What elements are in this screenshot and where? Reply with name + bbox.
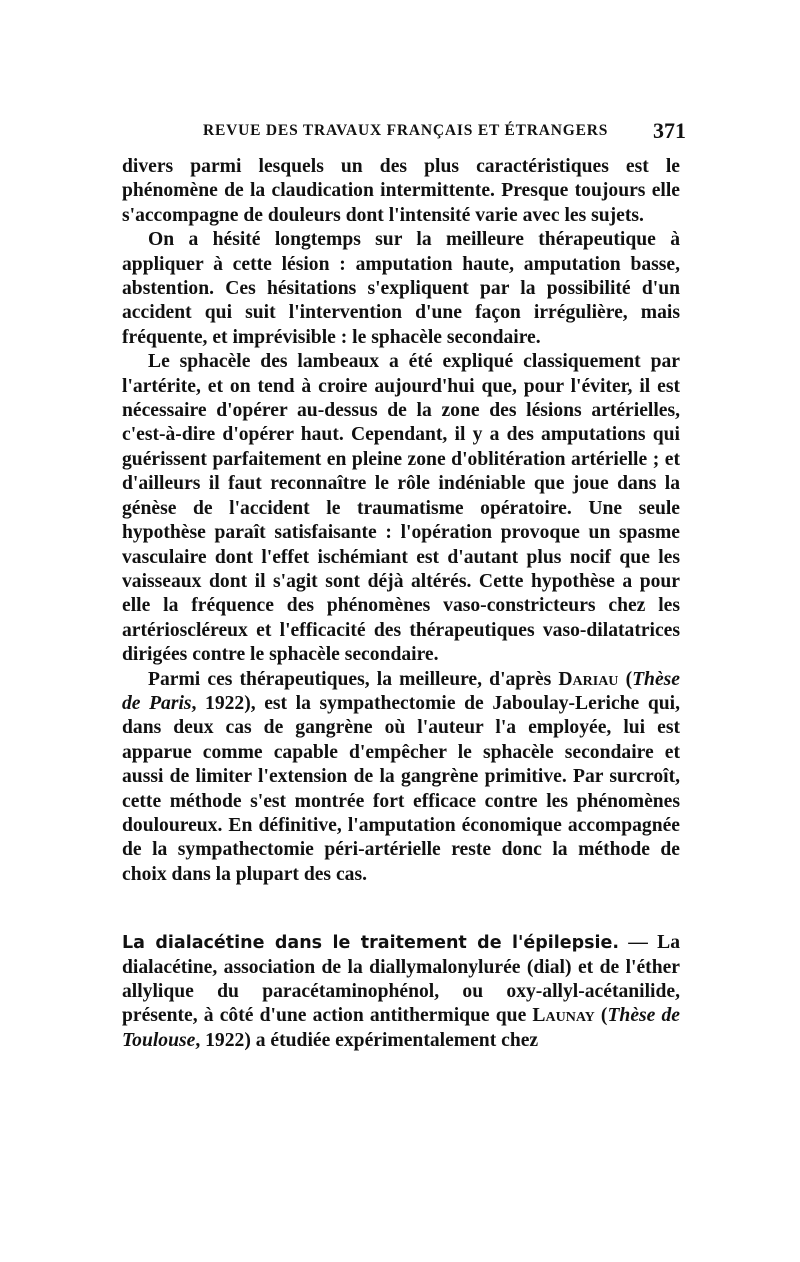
paragraph-3: Le sphacèle des lambeaux a été expliqué classiquement par l'artérite, et on tend à croire aujourd'hui que, pour l'éviter, il est nécessaire d'opérer au-dessus de la zone des lésions artérielles, c'est-à-dire d'opérer haut. Cependant, il y a des amputations qui guérissent parfaitement en pleine zone d'oblitération artérielle ; et d'ailleurs il faut reconnaître le rôle indéniable que joue dans la génèse de l'accident le traumatisme opératoire. Une seule hypothèse paraît satisfaisante : l'opération provoque un spasme vasculaire dont l'effet ischémiant est d'autant plus nocif que les vaisseaux dont il s'agit sont déjà altérés. Cette hypothèse a pour elle la fréquence des phénomènes vaso-constricteurs chez les artérioscléreux et l'efficacité des thérapeutiques vaso-dilatatrices dirigées contre le sphacèle secondaire. [122,351,680,666]
thesis-paris: Thèse de Paris [122,668,680,714]
author-dariau: Dariau [558,668,619,690]
article-body [122,155,680,1053]
section-2-text-b: ( [594,1005,608,1027]
running-title: REVUE DES TRAVAUX FRANÇAIS ET ÉTRANGERS [203,122,609,139]
page-number: 371 [653,118,686,143]
section-2-title: La dialacétine dans le traitement de l'épilepsie. [122,933,620,954]
paragraph-1: divers parmi lesquels un des plus caractéristiques est le phénomène de la claudication intermittente. Presque toujours elle s'accompagne de douleurs dont l'intensité varie avec les sujets. [122,156,680,226]
paragraph-4-text-a: Parmi ces thérapeutiques, la meilleure, d'après [148,668,559,690]
running-head [120,118,690,148]
paragraph-2: On a hésité longtemps sur la meilleure thérapeutique à appliquer à cette lésion : amputation haute, amputation basse, abstention. Ces hésitations s'expliquent par la possibilité d'un accident qui suit l'intervention d'une façon irrégulière, mais fréquente, et imprévisible : le sphacèle secondaire. [122,229,680,348]
section-2-text-a: — La dialacétine, association de la diallymalonylurée (dial) et de l'éther allylique du paracétaminophénol, ou oxy-allyl-acétanilide, présente, à côté d'une action antithermique que [122,932,680,1027]
section-2-text-c: , 1922) a étudiée expérimentalement chez [195,1029,539,1051]
thesis-toulouse: Thèse de Toulouse [122,1005,680,1051]
author-launay: Launay [532,1005,595,1027]
paragraph-4-text-c: , 1922), est la sympathectomie de Jaboulay-Leriche qui, dans deux cas de gangrène où l'auteur l'a employée, lui est apparue comme capable d'empêcher le sphacèle secondaire et aussi de limiter l'extension de la gangrène primitive. Par surcroît, cette méthode s'est montrée fort efficace contre les phénomènes douloureux. En définitive, l'amputation économique accompagnée de la sympathectomie péri-artérielle reste donc la méthode de choix dans la plupart des cas. [122,692,680,885]
section-2-paragraph [122,931,680,1053]
paragraph-4-text-b: ( [618,668,633,690]
paragraph-4 [122,668,680,888]
section-gap [122,887,680,931]
